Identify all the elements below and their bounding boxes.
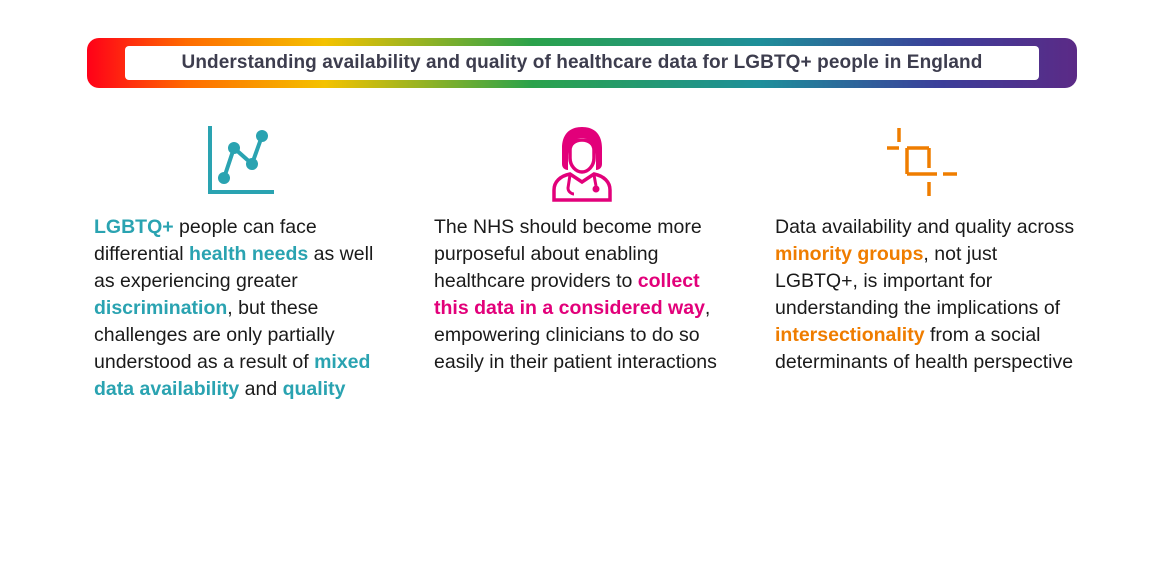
title-box bbox=[125, 46, 1039, 80]
text-segment: collect this data in a considered way bbox=[434, 270, 705, 319]
column-text bbox=[434, 214, 734, 376]
column-icon-holder bbox=[434, 124, 734, 204]
text-segment: people can face differential bbox=[94, 216, 317, 265]
text-segment: , not just LGBTQ+, is important for understanding the implications of bbox=[775, 243, 1061, 319]
text-segment: Data availability and quality across bbox=[775, 216, 1075, 238]
page-title: Understanding availability and quality of healthcare data for LGBTQ+ people in England bbox=[181, 52, 983, 73]
text-segment: and bbox=[239, 378, 283, 400]
text-segment: discrimination bbox=[94, 297, 228, 319]
text-segment: , empowering clinicians to do so easily in their patient interactions bbox=[434, 297, 717, 373]
text-segment: The NHS should become more purposeful about enabling healthcare providers to bbox=[434, 216, 702, 292]
text-segment: as well as experiencing greater bbox=[94, 243, 374, 292]
text-segment: from a social determinants of health perspective bbox=[775, 324, 1074, 373]
text-segment: health needs bbox=[189, 243, 309, 265]
text-segment: mixed data availability bbox=[94, 351, 371, 400]
line-chart-icon bbox=[206, 124, 276, 196]
title-banner bbox=[87, 38, 1077, 88]
column-text bbox=[94, 214, 394, 403]
doctor-icon bbox=[550, 124, 614, 202]
column-icon-holder bbox=[94, 124, 394, 204]
connector-icon bbox=[885, 124, 959, 198]
column-intersectionality bbox=[775, 124, 1075, 376]
column-icon-holder bbox=[775, 124, 1075, 204]
text-segment: intersectionality bbox=[775, 324, 925, 346]
text-segment: , but these challenges are only partially understood as a result of bbox=[94, 297, 335, 373]
text-segment: minority groups bbox=[775, 243, 924, 265]
text-segment: quality bbox=[282, 378, 346, 400]
column-text bbox=[775, 214, 1075, 376]
text-segment: LGBTQ+ bbox=[94, 216, 174, 238]
column-health-needs bbox=[94, 124, 394, 403]
column-nhs-collection bbox=[434, 124, 734, 376]
